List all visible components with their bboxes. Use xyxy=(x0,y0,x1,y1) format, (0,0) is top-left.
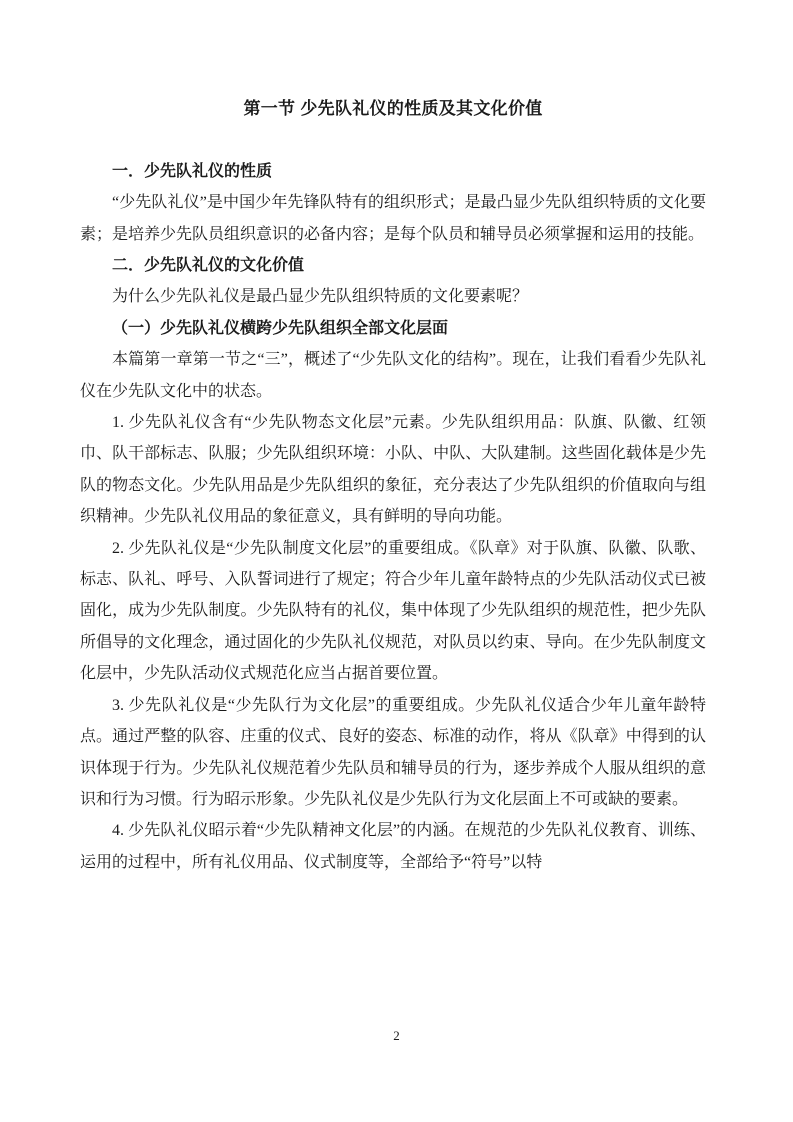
paragraph-material-layer: 1. 少先队礼仪含有“少先队物态文化层”元素。少先队组织用品：队旗、队徽、红领巾、队干部标志、队服；少先队组织环境：小队、中队、大队建制。这些固化载体是少先队的物态文化。少先队用品是少先队组织的象征，充分表达了少先队组织的价值取向与组织精神。少先队礼仪用品的象征意义，具有鲜明的导向功能。 xyxy=(80,414,706,526)
paragraph-spiritual-layer: 4. 少先队礼仪昭示着“少先队精神文化层”的内涵。在规范的少先队礼仪教育、训练、运用的过程中，所有礼仪用品、仪式制度等，全部给予“符号”以特 xyxy=(80,822,706,871)
page-number: 2 xyxy=(393,1028,400,1043)
heading-subsection-1: （一）少先队礼仪横跨少先队组织全部文化层面 xyxy=(112,319,449,337)
heading-section-2: 二．少先队礼仪的文化价值 xyxy=(112,257,305,275)
paragraph-institutional-layer: 2. 少先队礼仪是“少先队制度文化层”的重要组成。《队章》对于队旗、队徽、队歌、标志、队礼、呼号、入队誓词进行了规定；符合少年儿童年龄特点的少先队活动仪式已被固化，成为少先队制度。少先队特有的礼仪，集中体现了少先队组织的规范性，把少先队所倡导的文化理念，通过固化的少先队礼仪规范，对队员以约束、导向。在少先队制度文化层中，少先队活动仪式规范化应当占据首要位置。 xyxy=(80,539,706,683)
heading-section-1: 一．少先队礼仪的性质 xyxy=(112,162,273,180)
paragraph-nature: “少先队礼仪”是中国少年先锋队特有的组织形式；是最凸显少先队组织特质的文化要素；是培养少先队员组织意识的必备内容；是每个队员和辅导员必须掌握和运用的技能。 xyxy=(80,194,706,243)
document-body xyxy=(80,93,706,878)
paragraph-intro: 本篇第一章第一节之“三”，概述了“少先队文化的结构”。现在，让我们看看少先队礼仪在少先队文化中的状态。 xyxy=(80,351,706,400)
paragraph-behavioral-layer: 3. 少先队礼仪是“少先队行为文化层”的重要组成。少先队礼仪适合少年儿童年龄特点。通过严整的队容、庄重的仪式、良好的姿态、标准的动作，将从《队章》中得到的认识体现于行为。少先队礼仪规范着少先队员和辅导员的行为，逐步养成个人服从组织的意识和行为习惯。行为昭示形象。少先队礼仪是少先队行为文化层面上不可或缺的要素。 xyxy=(80,696,706,808)
paragraph-question: 为什么少先队礼仪是最凸显少先队组织特质的文化要素呢？ xyxy=(112,288,529,306)
document-title: 第一节 少先队礼仪的性质及其文化价值 xyxy=(243,99,543,118)
